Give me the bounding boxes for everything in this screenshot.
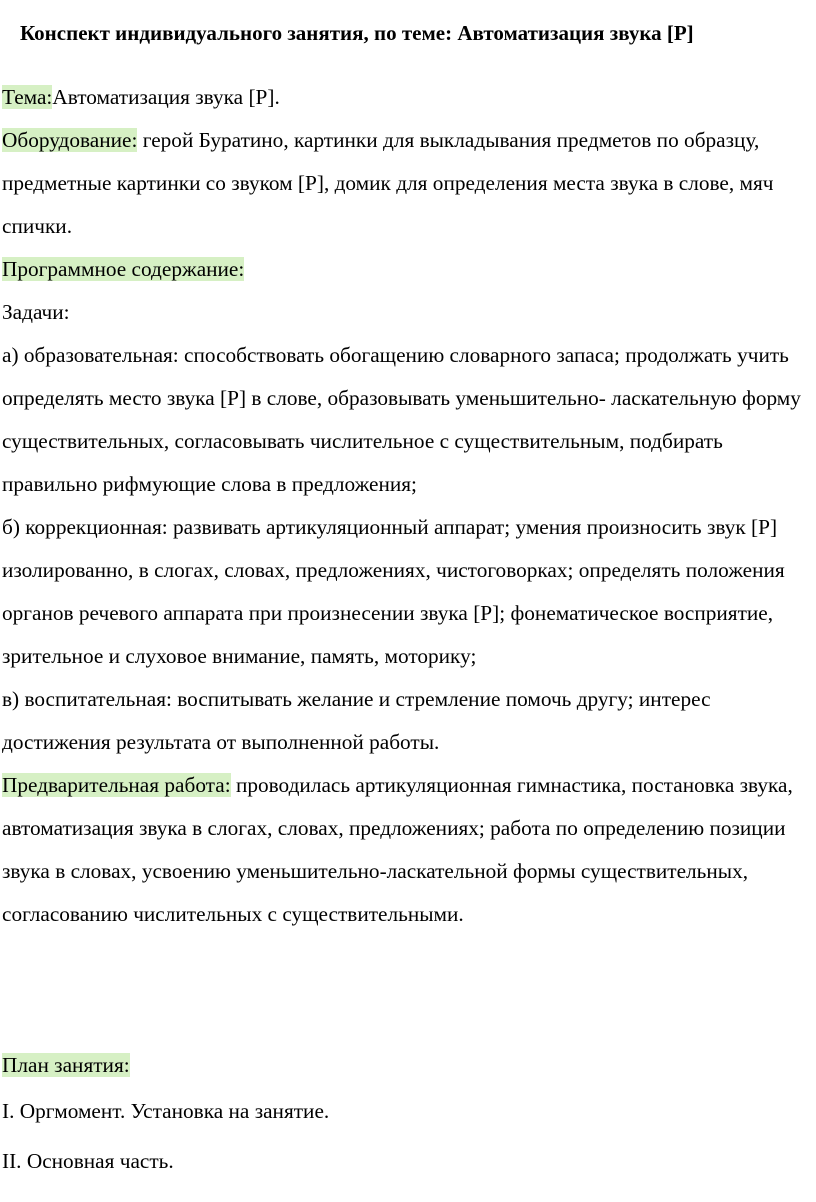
theme-text: Автоматизация звука [Р]. bbox=[52, 85, 280, 109]
document-title: Конспект индивидуального занятия, по теме: Автоматизация звука [Р] bbox=[20, 21, 694, 45]
task-item-upbringing: в) воспитательная: воспитывать желание и стремление помочь другу; интерес достижения результата от выполненной работы. bbox=[2, 687, 711, 754]
task-item-educational: а) образовательная: способствовать обогащению словарного запаса; продолжать учить определять место звука [Р] в слове, образовывать уменьшительно- ласкательную форму существительных, согласовывать числительное с существительным, подбирать правильно рифмующие слова в предложения; bbox=[2, 343, 801, 496]
preliminary-text: проводилась артикуляционная гимнастика, постановка звука, автоматизация звука в слогах, словах, предложениях; работа по определению позиции звука в словах, усвоению уменьшительно-ласкательной формы существительных, согласованию числительных с существительными. bbox=[2, 773, 793, 926]
plan-label: План занятия: bbox=[2, 1053, 130, 1077]
document-body bbox=[2, 76, 814, 936]
plan-item-1: I. Оргмомент. Установка на занятие. bbox=[2, 1099, 330, 1123]
program-label: Программное содержание: bbox=[2, 257, 245, 281]
equipment-text: герой Буратино, картинки для выкладывания предметов по образцу, предметные картинки со звуком [Р], домик для определения места звука в слове, мяч спички. bbox=[2, 128, 774, 238]
plan-paragraph bbox=[2, 1044, 814, 1087]
theme-label: Тема: bbox=[2, 85, 53, 109]
tasks-label: Задачи: bbox=[2, 300, 70, 324]
preliminary-paragraph bbox=[2, 764, 814, 936]
task-item-correctional: б) коррекционная: развивать артикуляционный аппарат; умения произносить звук [Р] изолированно, в слогах, словах, предложениях, чистоговорках; определять положения органов речевого аппарата при произнесении звука [Р]; фонематическое восприятие, зрительное и слуховое внимание, память, моторику; bbox=[2, 515, 785, 668]
theme-paragraph bbox=[2, 76, 814, 119]
preliminary-label: Предварительная работа: bbox=[2, 773, 231, 797]
plan-item-2: II. Основная часть. bbox=[2, 1149, 174, 1173]
program-paragraph bbox=[2, 248, 814, 291]
equipment-label: Оборудование: bbox=[2, 128, 138, 152]
equipment-paragraph bbox=[2, 119, 814, 248]
